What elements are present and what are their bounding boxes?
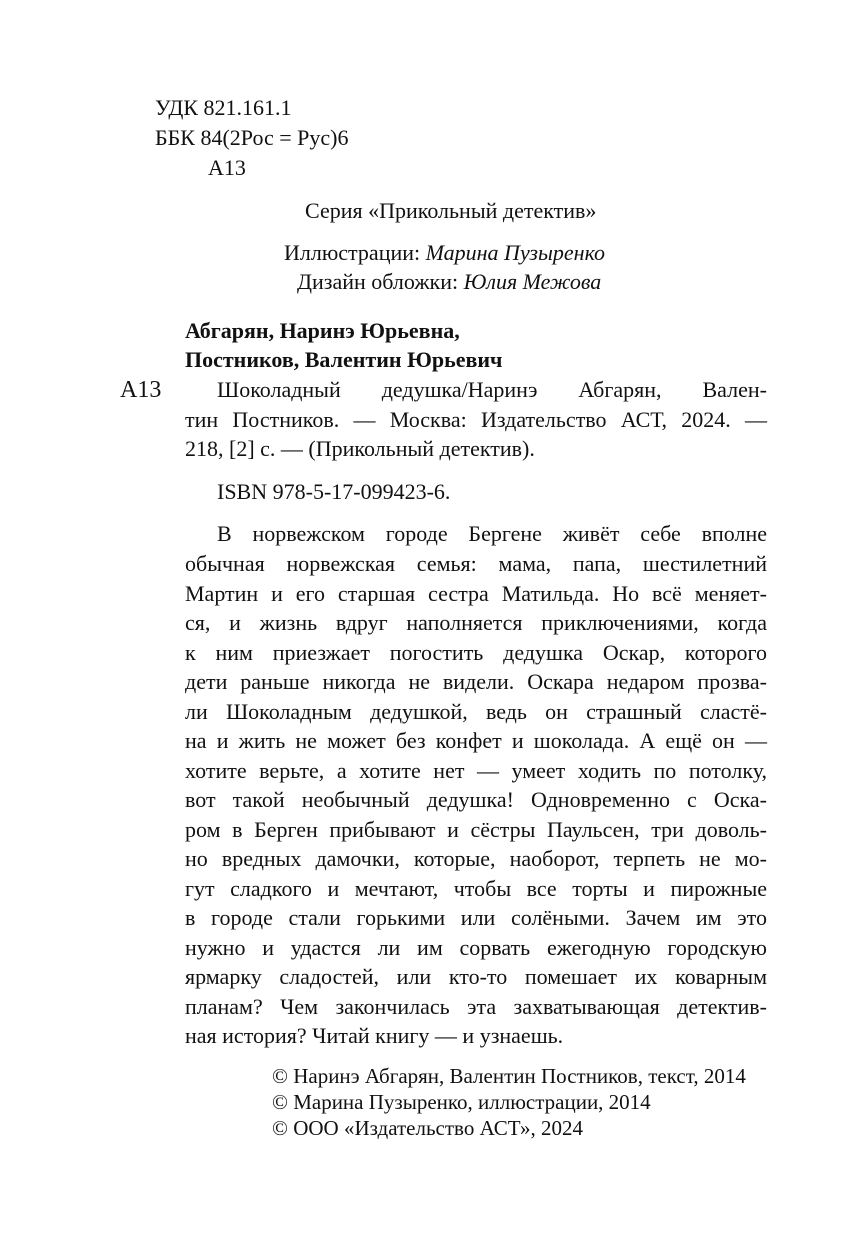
annotation-line: нужно и удастся ли им сорвать ежегодную городскую [185,935,767,960]
annotation-line: на и жить не может без конфет и шоколада. А ещё он — [185,728,767,753]
series-line: Серия «Прикольный детектив» [305,198,597,223]
catalog-sign: А13 [120,377,162,403]
author-sign-code: А13 [208,155,246,180]
annotation-line: ная история? Читай книгу — и узнаешь. [185,1023,564,1048]
copyright-line: © Марина Пузыренко, иллюстрации, 2014 [272,1090,651,1114]
annotation-line: ли Шоколадным дедушкой, ведь он страшный сластё- [185,699,767,724]
illustrations-credit [284,238,605,268]
copyright-line: © ООО «Издательство АСТ», 2024 [272,1116,583,1140]
annotation-line: ся, и жизнь вдруг наполняется приключениями, когда [185,610,767,635]
annotation-line: Мартин и его старшая сестра Матильда. Но всё меняет- [185,581,767,606]
design-name: Юлия Межова [463,269,602,294]
annotation-line: ром в Берген прибывают и сёстры Паульсен, три доволь- [185,817,767,842]
author-line-2: Постников, Валентин Юрьевич [185,347,503,372]
annotation-line: планам? Чем закончилась эта захватывающая детектив- [185,994,767,1019]
author-line-1: Абгарян, Наринэ Юрьевна, [185,318,460,343]
catalog-line: тин Постников. — Москва: Издательство АСТ, 2024. — [185,407,767,432]
annotation-line: обычная норвежская семья: мама, папа, шестилетний [185,551,767,576]
annotation-line: хотите верьте, а хотите нет — умеет ходить по потолку, [185,758,767,783]
design-credit [297,267,601,297]
illustrations-name: Марина Пузыренко [425,240,606,265]
annotation-line: ярмарку сладостей, или кто-то помешает их коварным [185,964,767,989]
annotation-line: но вредных дамочки, которые, наоборот, терпеть не мо- [185,846,767,871]
annotation-line: к ним приезжает погостить дедушка Оскар, которого [185,640,767,665]
annotation-line: гут сладкого и мечтают, чтобы все торты и пирожные [185,876,767,901]
annotation-line: вот такой необычный дедушка! Одновременно с Оска- [185,787,767,812]
bbk-code: ББК 84(2Рос = Рус)6 [155,125,349,150]
udk-code: УДК 821.161.1 [155,95,292,120]
design-label: Дизайн обложки: [297,269,459,294]
isbn: ISBN 978-5-17-099423-6. [217,479,451,504]
annotation-line: дети раньше никогда не видели. Оскара недаром прозва- [185,669,767,694]
annotation-line: В норвежском городе Бергене живёт себе вполне [217,521,767,546]
catalog-line: Шоколадный дедушка/Наринэ Абгарян, Вален- [217,377,767,402]
catalog-line: 218, [2] с. — (Прикольный детектив). [185,436,535,461]
annotation-line: в городе стали горькими или солёными. Зачем им это [185,905,767,930]
illustrations-label: Иллюстрации: [284,240,421,265]
copyright-line: © Наринэ Абгарян, Валентин Постников, текст, 2014 [272,1064,746,1088]
